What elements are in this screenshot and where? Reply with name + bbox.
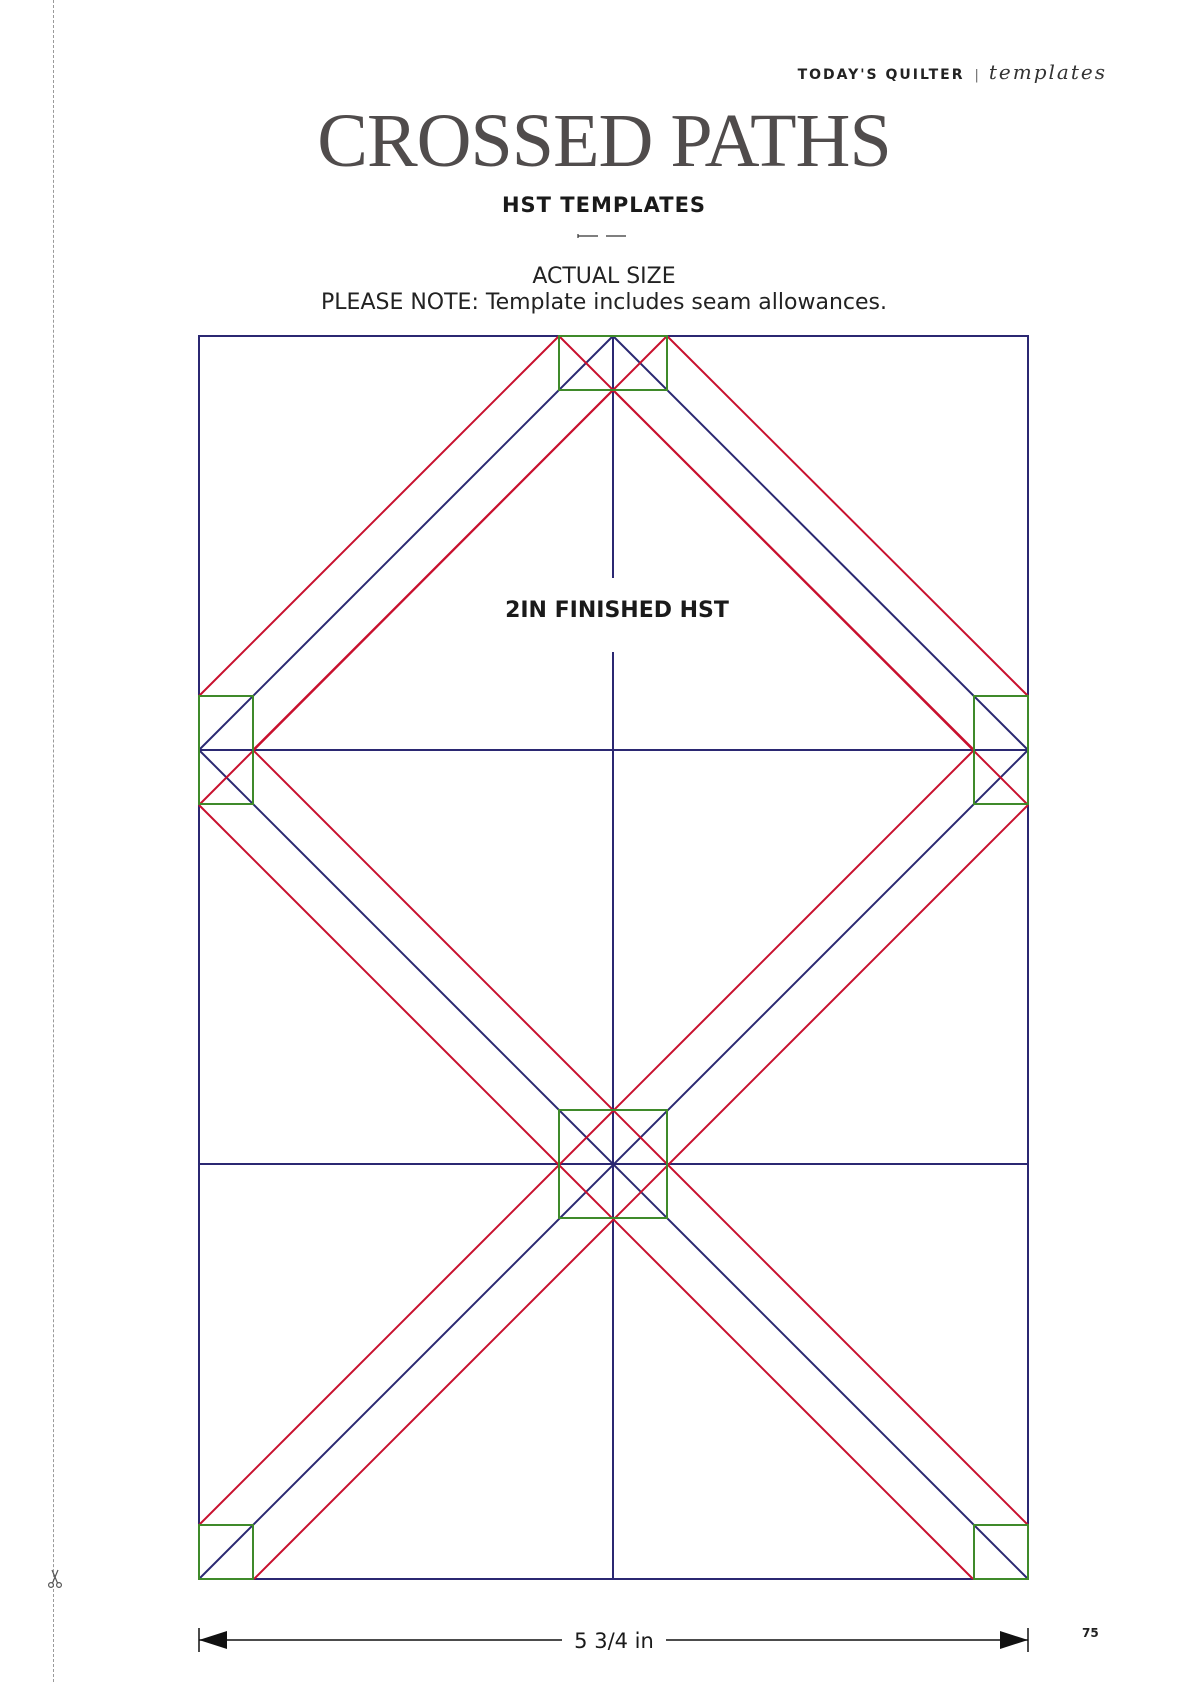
- arrow-right-icon: [1000, 1631, 1028, 1649]
- section-name: templates: [988, 60, 1107, 84]
- brand-name: TODAY'S QUILTER: [797, 67, 965, 83]
- header-separator: |: [974, 68, 979, 83]
- finished-diagonal-top-left: [199, 336, 613, 750]
- page-number: 75: [1082, 1626, 1099, 1640]
- seam-line-1: [199, 336, 559, 696]
- seam-line-6: [199, 336, 667, 805]
- measurement-guide: [199, 1628, 1028, 1653]
- measurement-label: 5 3/4 in: [574, 1629, 654, 1653]
- hst-size-label: 2IN FINISHED HST: [505, 598, 729, 623]
- seam-line-5: [667, 336, 1028, 696]
- page-title: CROSSED PATHS: [317, 99, 891, 183]
- finished-lines: [199, 336, 1028, 1579]
- seam-line-4: [613, 390, 974, 750]
- actual-size-note: ACTUAL SIZE: [532, 264, 676, 289]
- seam-allowance-note: PLEASE NOTE: Template includes seam allowances.: [321, 290, 887, 315]
- finished-diagonal-top-right: [613, 336, 1028, 750]
- arrow-left-icon: [199, 1631, 227, 1649]
- page-subtitle: HST TEMPLATES: [501, 193, 707, 217]
